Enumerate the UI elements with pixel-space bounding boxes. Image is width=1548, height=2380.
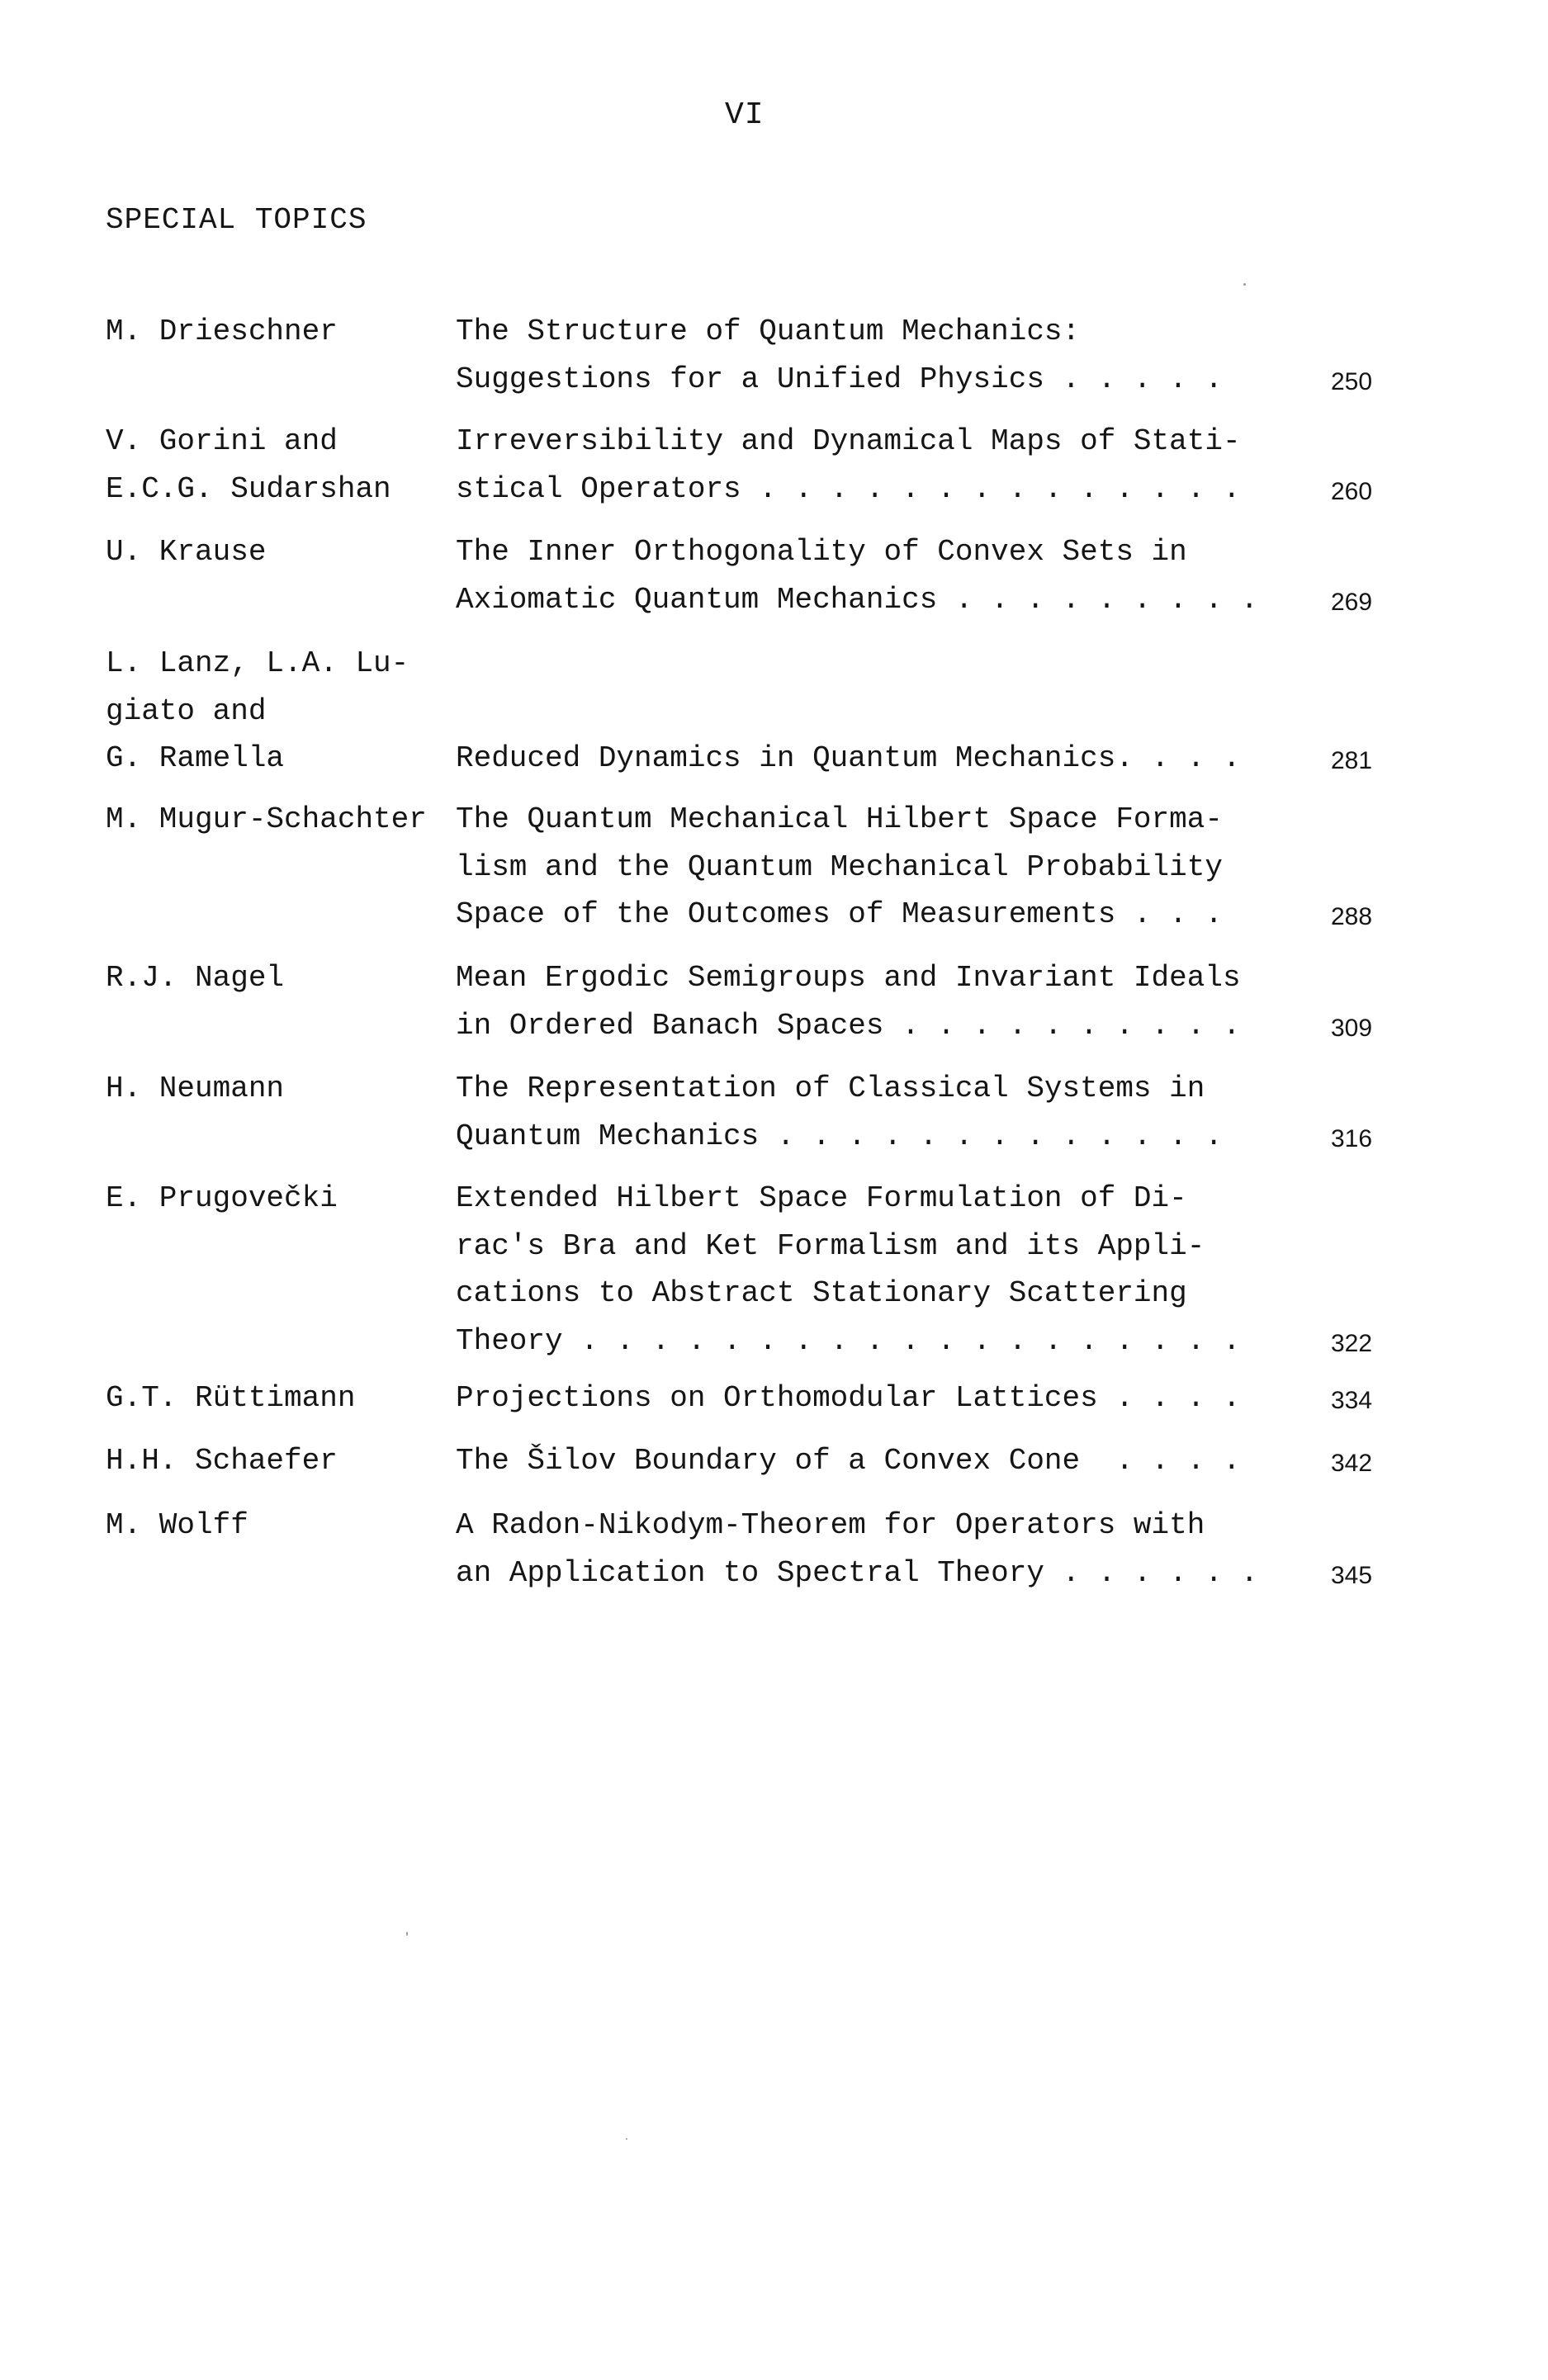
entry-author: H. Neumann [106,1072,285,1105]
entry-title-line: an Application to Spectral Theory . . . . . . [456,1555,1259,1590]
scan-speck [1243,283,1246,286]
entry-author: R.J. Nagel [106,961,285,995]
entry-title-line: The Structure of Quantum Mechanics: [456,315,1081,348]
entry-author: G. Ramella [106,741,285,775]
section-heading: SPECIAL TOPICS [106,203,367,237]
entry-page-number: 309 [1331,1014,1373,1042]
entry-title-line: The Šilov Boundary of a Convex Cone . . . . [456,1444,1241,1478]
entry-title-line: Reduced Dynamics in Quantum Mechanics. . . . [456,741,1241,775]
entry-page-number: 334 [1331,1387,1373,1414]
entry-author: M. Mugur-Schachter [106,802,427,836]
entry-page-number: 260 [1331,477,1373,505]
entry-title-line: The Inner Orthogonality of Convex Sets in [456,535,1187,569]
entry-title-line: cations to Abstract Stationary Scattering [456,1276,1187,1310]
entry-author: G.T. Rüttimann [106,1381,356,1415]
entry-page-number: 269 [1331,588,1373,616]
entry-author: H.H. Schaefer [106,1444,338,1478]
entry-title-line: The Quantum Mechanical Hilbert Space Forma- [456,802,1223,836]
entry-title-line: A Radon-Nikodym-Theorem for Operators with [456,1508,1205,1542]
entry-author: L. Lanz, L.A. Lu- [106,646,409,680]
entry-title-line: in Ordered Banach Spaces . . . . . . . . . . [456,1008,1241,1043]
entry-title-line: stical Operators . . . . . . . . . . . . . . [456,471,1241,506]
entry-page-number: 316 [1331,1124,1373,1152]
entry-page-number: 322 [1331,1329,1373,1357]
entry-title-line: The Representation of Classical Systems in [456,1072,1205,1105]
entry-page-number: 250 [1331,367,1373,395]
entry-author: M. Wolff [106,1508,249,1542]
entry-author: giato and [106,693,267,728]
entry-author: M. Drieschner [106,315,338,348]
entry-title-line: Irreversibility and Dynamical Maps of Stati- [456,424,1241,458]
entry-author: V. Gorini and [106,424,338,458]
page-number: VI [725,97,765,133]
entry-page-number: 342 [1331,1450,1373,1477]
entry-title-line: Axiomatic Quantum Mechanics . . . . . . . . . [456,582,1259,617]
entry-title-line: Space of the Outcomes of Measurements . . . [456,897,1223,931]
entry-author: U. Krause [106,535,267,569]
entry-page-number: 281 [1331,747,1373,774]
entry-author: E.C.G. Sudarshan [106,471,391,506]
entry-title-line: Mean Ergodic Semigroups and Invariant Ideals [456,961,1241,995]
entry-title-line: Projections on Orthomodular Lattices . . . . [456,1381,1241,1415]
entry-page-number: 288 [1331,903,1373,930]
entry-title-line: rac's Bra and Ket Formalism and its Appli- [456,1228,1205,1263]
entry-title-line: Suggestions for a Unified Physics . . . . . [456,362,1223,396]
entry-author: E. Prugovečki [106,1181,338,1215]
entry-title-line: Theory . . . . . . . . . . . . . . . . . . . [456,1323,1241,1358]
scan-speck [626,2138,627,2140]
entry-title-line: Extended Hilbert Space Formulation of Di- [456,1181,1187,1215]
scan-speck [406,1932,408,1936]
entry-title-line: Quantum Mechanics . . . . . . . . . . . . . [456,1119,1223,1153]
entry-page-number: 345 [1331,1561,1373,1589]
entry-title-line: lism and the Quantum Mechanical Probability [456,849,1223,884]
